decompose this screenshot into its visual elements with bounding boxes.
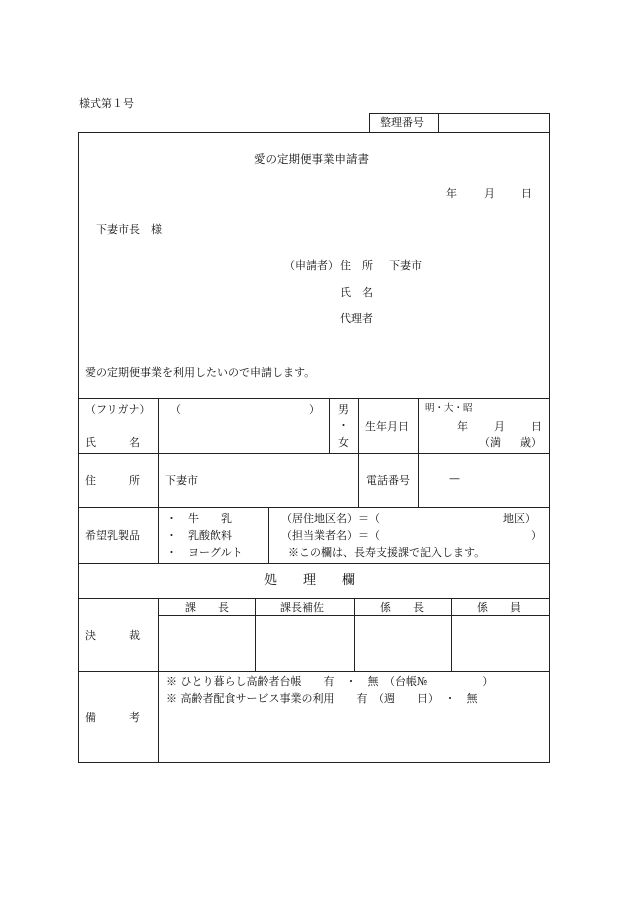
applicant-address-value[interactable]: 下妻市 bbox=[389, 259, 422, 272]
birth-era[interactable]: 明・大・昭 bbox=[425, 403, 473, 414]
dairy-label: 希望乳製品 bbox=[85, 529, 140, 542]
address-label: 住 所 bbox=[85, 474, 140, 487]
birth-year: 年 bbox=[457, 420, 468, 433]
date-day: 日 bbox=[521, 187, 532, 200]
age-open: （満 bbox=[479, 436, 501, 449]
remarks-label: 備 考 bbox=[85, 711, 140, 724]
processing-title: 処 理 欄 bbox=[264, 573, 356, 588]
phone-label: 電話番号 bbox=[366, 474, 410, 487]
remark-solo-elderly: ※ ひとり暮らし高齢者台帳 有 ・ 無 （台帳№ ） bbox=[166, 675, 494, 688]
applicant-role: （申請者） bbox=[284, 259, 339, 272]
area-suffix: 地区） bbox=[503, 512, 536, 525]
applicant-address-label: 住 所 bbox=[340, 259, 373, 272]
furigana-open: （ bbox=[170, 403, 181, 416]
birth-month: 月 bbox=[494, 420, 505, 433]
area-label: （居住地区名）＝（ bbox=[281, 512, 380, 525]
furigana-label: （フリガナ） bbox=[85, 403, 151, 416]
phone-value[interactable]: — bbox=[449, 472, 460, 485]
col-kacho-hosa: 課長補佐 bbox=[280, 601, 324, 614]
age-close: 歳） bbox=[520, 436, 542, 449]
remark-meal-service: ※ 高齢者配食サービス事業の利用 有 （週 日） ・ 無 bbox=[166, 692, 478, 705]
application-statement: 愛の定期便事業を利用したいので申請します。 bbox=[85, 366, 316, 379]
col-kacho: 課 長 bbox=[185, 601, 229, 614]
birth-day: 日 bbox=[531, 420, 542, 433]
date-year: 年 bbox=[446, 187, 457, 200]
col-kakariin: 係 員 bbox=[477, 601, 521, 614]
product-yogurt[interactable]: ・ ヨーグルト bbox=[166, 546, 243, 559]
form-title: 愛の定期便事業申請書 bbox=[254, 152, 369, 166]
sex-female[interactable]: 女 bbox=[338, 436, 349, 449]
sex-male[interactable]: 男 bbox=[338, 403, 349, 416]
applicant-agent-label: 代理者 bbox=[340, 312, 373, 325]
name-label: 氏 名 bbox=[85, 436, 140, 449]
product-lactic[interactable]: ・ 乳酸飲料 bbox=[166, 529, 232, 542]
product-milk[interactable]: ・ 牛 乳 bbox=[166, 512, 232, 525]
form-number: 様式第１号 bbox=[79, 97, 134, 110]
date-month: 月 bbox=[484, 187, 495, 200]
addressee: 下妻市長 様 bbox=[96, 223, 162, 236]
vendor-label: （担当業者名）＝（ bbox=[281, 529, 380, 542]
office-note: ※この欄は、長寿支援課で記入します。 bbox=[288, 546, 486, 559]
col-kakaricho: 係 長 bbox=[380, 601, 424, 614]
vendor-suffix: ） bbox=[531, 529, 542, 542]
furigana-close: ） bbox=[309, 403, 320, 416]
decision-label: 決 裁 bbox=[85, 629, 140, 642]
birth-label: 生年月日 bbox=[365, 420, 409, 433]
applicant-name-label: 氏 名 bbox=[340, 286, 373, 299]
address-value[interactable]: 下妻市 bbox=[165, 474, 198, 487]
seiri-label: 整理番号 bbox=[380, 116, 424, 129]
seiri-divider bbox=[438, 113, 439, 133]
sex-dot: ・ bbox=[338, 419, 349, 432]
